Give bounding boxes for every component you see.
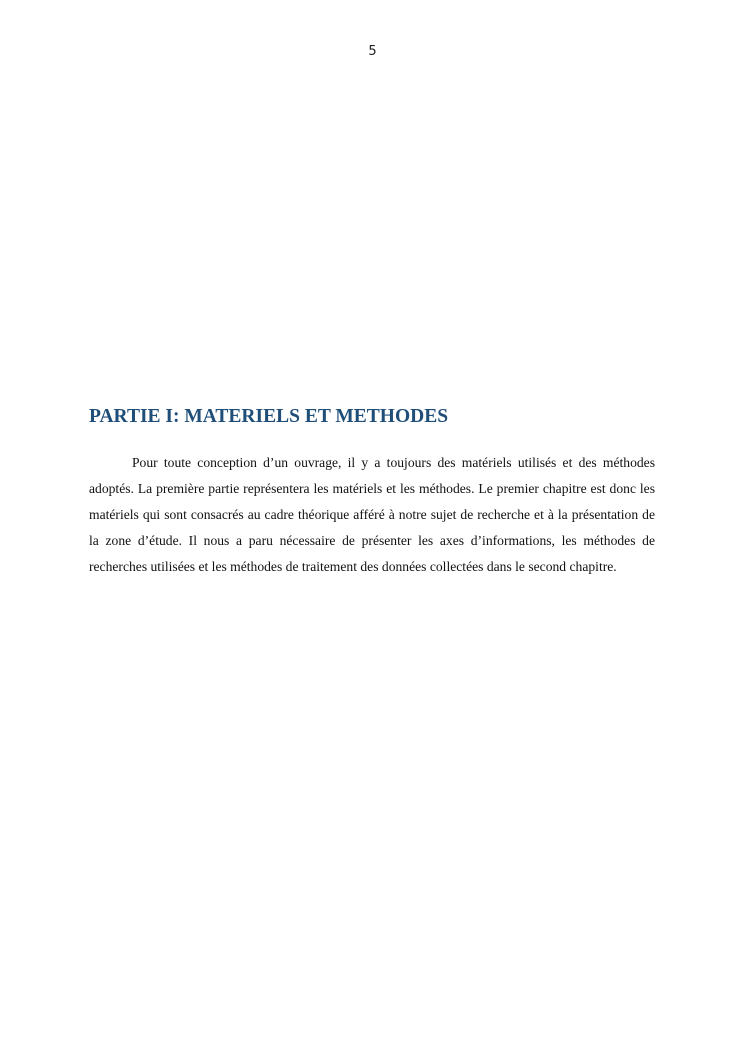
intro-paragraph: Pour toute conception d’un ouvrage, il y a toujours des matériels utilisés et des méthodes adoptés. La première partie représentera les matériels et les méthodes. Le premier chapitre est donc les matériels qui sont consacrés au cadre théorique afféré à notre sujet de recherche et à la présentation de la zone d’étude. Il nous a paru nécessaire de présenter les axes d’informations, les méthodes de recherches utilisées et les méthodes de traitement des données collectées dans le second chapitre. xyxy=(89,455,655,574)
section-title: PARTIE I: MATERIELS ET METHODES xyxy=(89,406,449,427)
page-number: 5 xyxy=(368,44,377,59)
